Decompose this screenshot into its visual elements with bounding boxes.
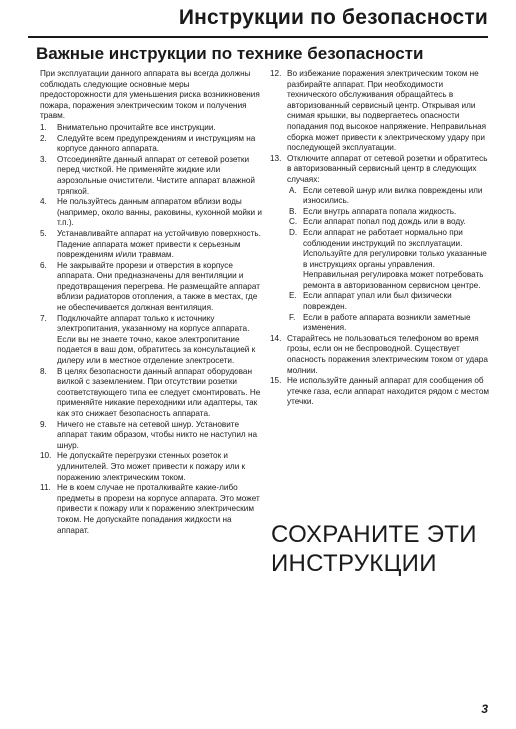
instruction-list-left: [40, 123, 262, 536]
sub-list-item: [287, 186, 492, 207]
sub-item-letter: B.: [289, 206, 297, 216]
list-item: [40, 229, 262, 261]
item-number: 4.: [40, 197, 47, 207]
item-number: 7.: [40, 313, 47, 323]
sub-item-text: Если в работе аппарата возникли заметные изменения.: [303, 312, 471, 333]
item-text: Подключайте аппарат только к источнику электропитания, указанному на корпусе аппарата. Если вы не знаете точно, какое электропитание подается в ваш дом, обратитесь за консультацией к дилеру или в местное отделение электросети.: [57, 313, 256, 366]
item-text: Не закрывайте прорези и отверстия в корпусе аппарата. Они предназначены для вентиляции и предотвращения перегрева. Не размещайте аппарат вблизи радиаторов отопления, а также в местах, где не обеспечивается должная вентиляция.: [57, 260, 260, 313]
item-number: 1.: [40, 122, 47, 132]
item-number: 8.: [40, 366, 47, 376]
header-divider: [28, 36, 488, 38]
sub-list: [287, 186, 492, 334]
section-title: Важные инструкции по технике безопасности: [36, 44, 424, 63]
list-item: [40, 123, 262, 134]
item-number: 13.: [270, 153, 282, 163]
left-column: [40, 69, 262, 536]
item-text: Не допускайте перегрузки стенных розеток и удлинителей. Это может привести к пожару или к поражению электрическим током.: [57, 451, 246, 482]
item-text: Старайтесь не пользоваться телефоном во время грозы, если он не беспроводной. Существует опасность поражения электрическим током от удара молнии.: [287, 333, 488, 375]
item-number: 10.: [40, 451, 52, 461]
save-notice-line-2: ИНСТРУКЦИИ: [271, 550, 437, 577]
sub-list-item: [287, 291, 492, 312]
page-header-title: Инструкции по безопасности: [178, 6, 488, 29]
item-text: Не пользуйтесь данным аппаратом вблизи воды (например, около ванны, раковины, кухонной мойки и т.п.).: [57, 197, 262, 228]
sub-list-item: [287, 313, 492, 334]
item-number: 14.: [270, 333, 282, 343]
sub-item-text: Если аппарат попал под дождь или в воду.: [303, 217, 466, 227]
list-item: [40, 261, 262, 314]
sub-item-text: Если аппарат не работает нормально при соблюдении инструкций по эксплуатации. Используйте для регулировки только указанные в инструкциях органы управления. Неправильная регулировка может потребовать ремонта в авторизованном сервисном центре.: [303, 227, 487, 290]
item-text: Следуйте всем предупреждениям и инструкциям на корпусе данного аппарата.: [57, 133, 256, 154]
list-item: [270, 376, 492, 408]
sub-item-letter: F.: [289, 312, 296, 322]
item-number: 2.: [40, 133, 47, 143]
sub-list-item: [287, 217, 492, 228]
item-number: 5.: [40, 228, 47, 238]
save-instructions-notice: [271, 520, 493, 578]
item-number: 15.: [270, 376, 282, 386]
sub-item-text: Если аппарат упал или был физически поврежден.: [303, 291, 452, 312]
list-item: [40, 314, 262, 367]
list-item: [40, 155, 262, 197]
item-number: 6.: [40, 260, 47, 270]
sub-item-letter: E.: [289, 291, 297, 301]
sub-list-item: [287, 207, 492, 218]
list-item: [40, 367, 262, 420]
item-text: В целях безопасности данный аппарат оборудован вилкой с заземлением. При отсутствии розетки соответствующего типа ее следует смонтировать. Не применяйте никакие переходники или адаптеры, так как это снижает безопасность аппарата.: [57, 366, 261, 418]
item-text: Не используйте данный аппарат для сообщения об утечке газа, если аппарат находится рядом с местом утечки.: [287, 376, 489, 407]
item-text: Во избежание поражения электрическим током не разбирайте аппарат. При необходимости технического обслуживания обращайтесь в авторизованный сервисный центр. Открывая или снимая крышки, вы подвергаетесь опасности попадания под высокое напряжение. Неправильная сборка может привести к электрическому удару при последующей эксплуатации.: [287, 69, 487, 153]
right-column: [270, 69, 492, 408]
item-text: Отсоединяйте данный аппарат от сетевой розетки перед чисткой. Не применяйте жидкие или аэрозольные очистители. Чистите аппарат влажной тряпкой.: [57, 154, 256, 196]
item-text: Внимательно прочитайте все инструкции.: [57, 122, 216, 132]
intro-paragraph: При эксплуатации данного аппарата вы всегда должны соблюдать следующие основные меры предосторожности для уменьшения риска возникновения пожара, поражения электрическим током и получения травм.: [40, 69, 260, 121]
list-item: [270, 154, 492, 334]
item-text-block: [287, 154, 492, 334]
sub-item-letter: D.: [289, 227, 298, 237]
item-number: 9.: [40, 419, 47, 429]
item-number: 3.: [40, 154, 47, 164]
page-number: 3: [481, 702, 488, 716]
list-item: [40, 197, 262, 229]
sub-item-letter: C.: [289, 217, 298, 227]
list-item: [40, 134, 262, 155]
instruction-list-right: [270, 69, 492, 408]
list-item: [270, 334, 492, 376]
list-item: [40, 420, 262, 452]
item-number: 11.: [40, 483, 51, 493]
sub-item-text: Если сетевой шнур или вилка повреждены или износились.: [303, 185, 483, 206]
item-text: Устанавливайте аппарат на устойчивую поверхность. Падение аппарата может привести к серьезным повреждениям и/или травмам.: [57, 228, 261, 260]
list-item: [40, 483, 262, 536]
item-text: Отключите аппарат от сетевой розетки и обратитесь в авторизованный сервисный центр в следующих случаях:: [287, 153, 488, 184]
item-number: 12.: [270, 69, 282, 78]
item-text: Не в коем случае не проталкивайте какие-либо предметы в прорези на корпусе аппарата. Это может привести к пожару или к поражению электрическим током. Не допускайте попадания жидкости на аппарат.: [57, 483, 260, 535]
list-item: [270, 69, 492, 154]
sub-item-text: Если внутрь аппарата попала жидкость.: [303, 206, 457, 216]
sub-item-letter: A.: [289, 185, 297, 195]
save-notice-line-1: СОХРАНИТЕ ЭТИ: [271, 521, 477, 548]
list-item: [40, 451, 262, 483]
item-text: Ничего не ставьте на сетевой шнур. Установите аппарат таким образом, чтобы никто не наступил на шнур.: [57, 419, 258, 450]
sub-list-item: [287, 228, 492, 292]
